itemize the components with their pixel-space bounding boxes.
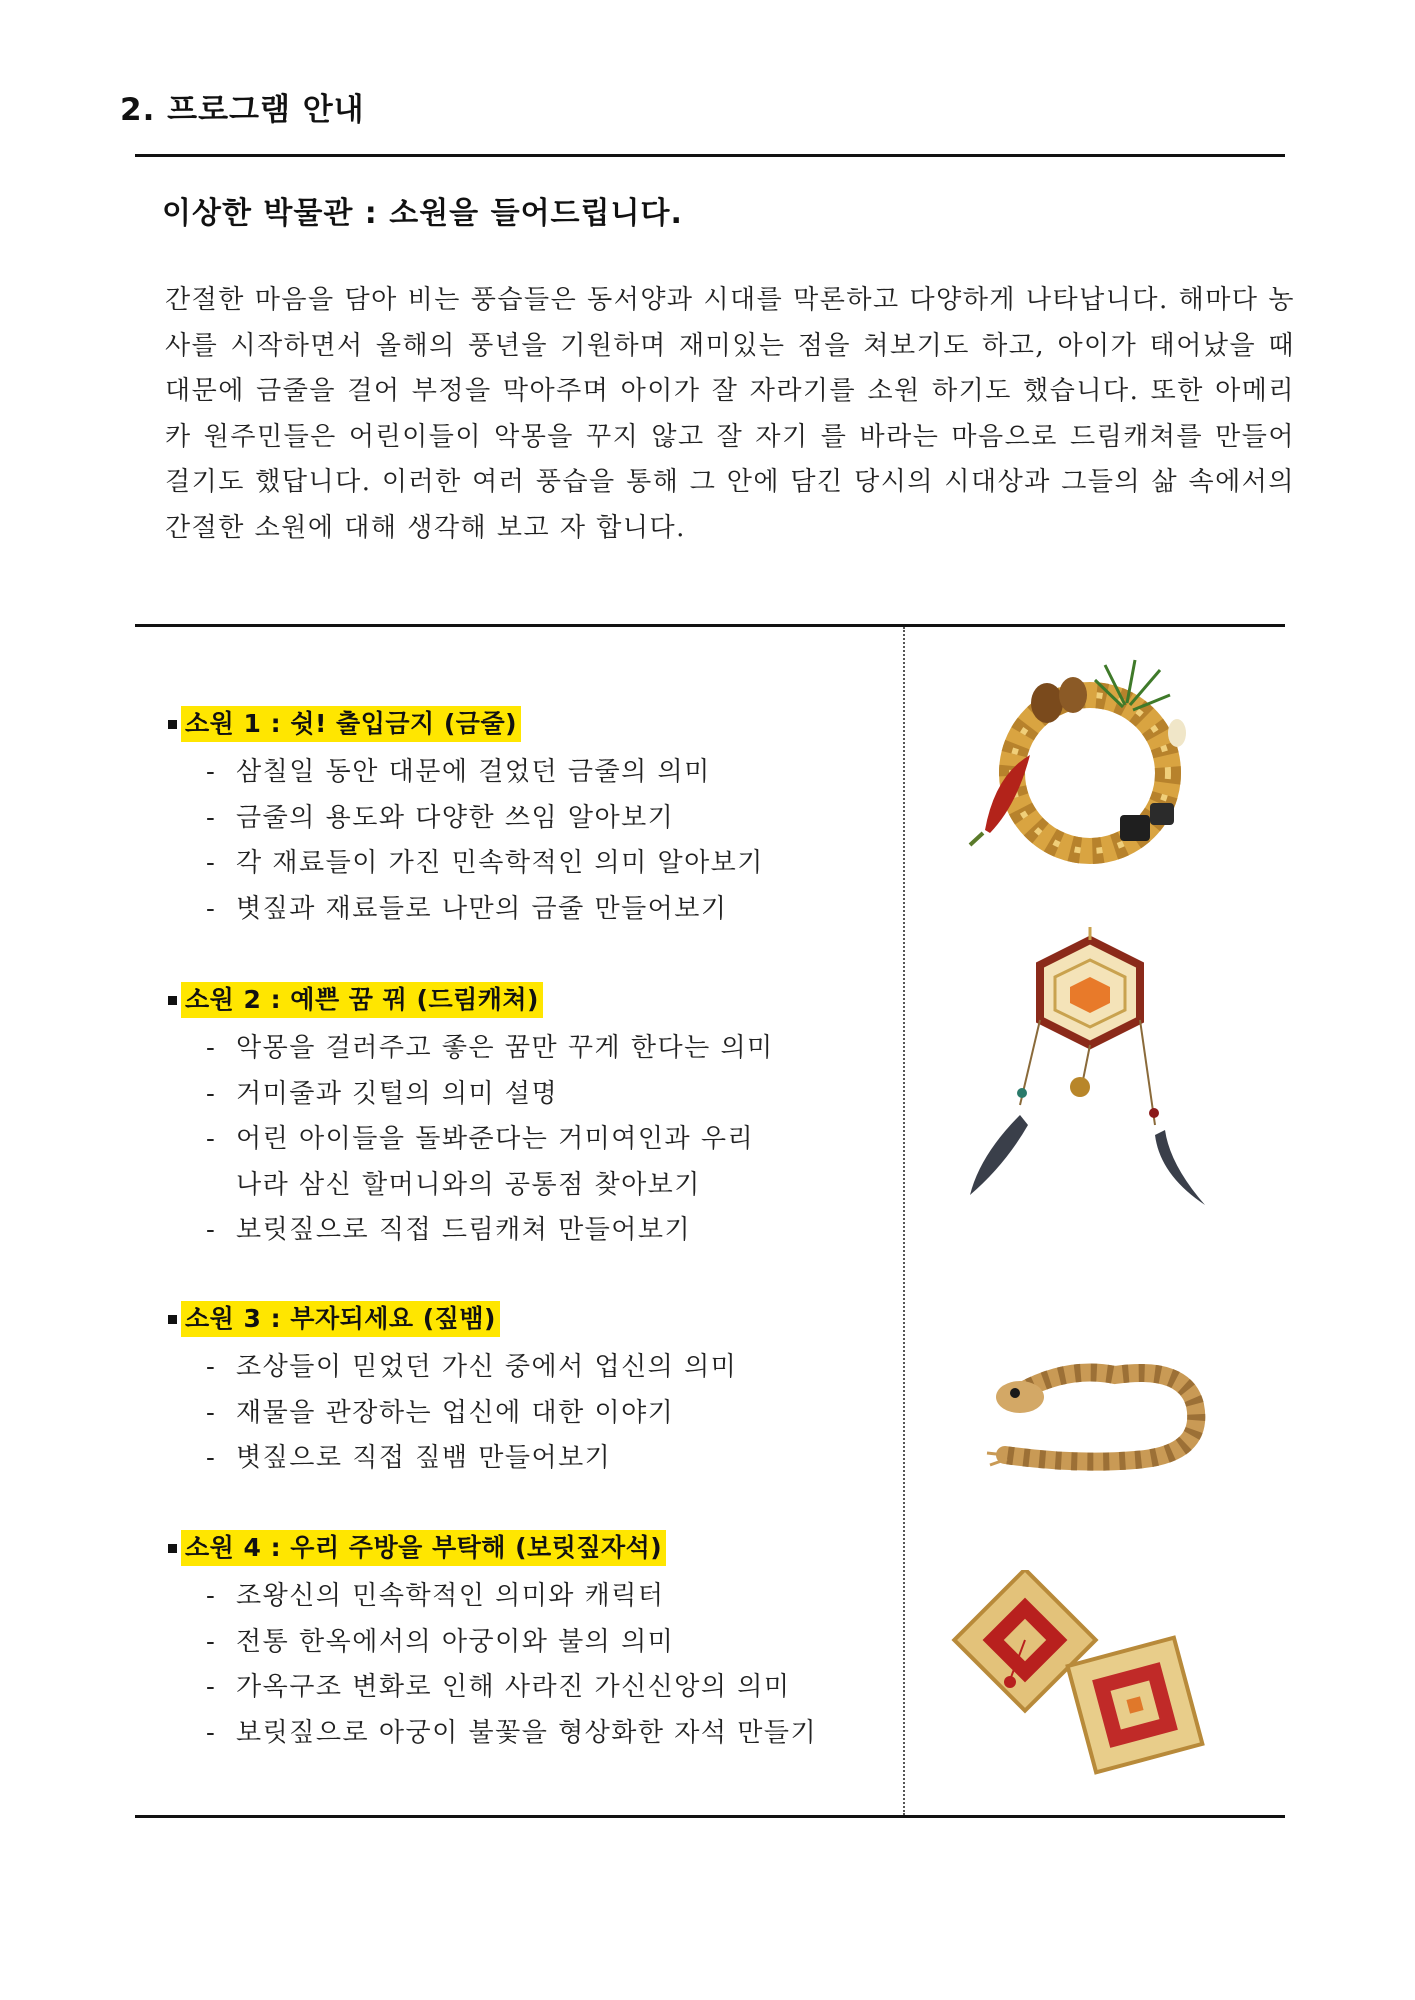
list-item: - 각 재료들이 가진 민속학적인 의미 알아보기 [206,841,888,887]
bullet-square-icon [168,996,177,1005]
list-item: - 어린 아이들을 돌봐준다는 거미여인과 우리 [206,1117,888,1163]
list-item: - 가옥구조 변화로 인해 사라진 가신신앙의 의미 [206,1665,888,1711]
intro-line: 간절한 마음을 담아 비는 풍습들은 동서양과 시대를 막론하고 다양하게 나타납니다. [165,285,1169,315]
bullet-square-icon [168,720,177,729]
wish-1-bullets [168,750,888,932]
intro-line: 아이가 태어났을 때 대문에 금줄을 걸어 부정을 막아주며 아이가 잘 자라기를 소원 [165,330,1295,406]
straw-snake-image [985,1325,1225,1485]
intro-line: 그 안에 담긴 당시의 시대상과 그들의 삶 속에서의 간절한 소원에 대해 생각해 보고 [165,467,1295,543]
list-item: - 보릿짚으로 아궁이 불꽃을 형상화한 자석 만들기 [206,1711,888,1757]
intro-line: 하기도 했습니다. 또한 아메리카 원주민들은 어린이들이 악몽을 꾸지 않고 잘 자기 [165,376,1295,452]
wish-1 [168,706,888,932]
intro-line: 해마다 농사를 시작하면서 올해의 풍년을 기원하며 재미있는 점을 쳐보기도 하고, [165,285,1296,361]
wish-2-bullets [168,1026,888,1254]
wish-4 [168,1530,888,1756]
program-title: 이상한 박물관 : 소원을 들어드립니다. [162,196,683,231]
section-rule [135,624,1285,627]
wish-4-title [168,1530,888,1566]
top-rule [135,154,1285,157]
column-divider [903,627,905,1815]
geumjul-straw-rope-image [955,655,1215,875]
list-item: - 삼칠일 동안 대문에 걸었던 금줄의 의미 [206,750,888,796]
wish-2 [168,982,888,1254]
bullet-square-icon [168,1544,177,1553]
intro-paragraph [165,278,1295,551]
list-item: - 조상들이 믿었던 가신 중에서 업신의 의미 [206,1345,888,1391]
list-item: - 악몽을 걸러주고 좋은 꿈만 꾸게 한다는 의미 [206,1026,888,1072]
section-heading: 2. 프로그램 안내 [120,92,365,128]
wish-2-title [168,982,888,1018]
intro-line: 자 합니다. [559,512,686,543]
wish-1-title [168,706,888,742]
list-item: - 보릿짚으로 직접 드림캐쳐 만들어보기 [206,1208,888,1254]
bullet-square-icon [168,1315,177,1324]
list-item: - 볏짚으로 직접 짚뱀 만들어보기 [206,1436,888,1482]
dream-catcher-image [960,925,1220,1215]
wish-title-highlight: 소원 3 : 부자되세요 (짚뱀) [181,1301,500,1337]
bottom-rule [135,1815,1285,1818]
wish-4-bullets [168,1574,888,1756]
list-item: - 거미줄과 깃털의 의미 설명 [206,1072,888,1118]
list-item: - 볏짚과 재료들로 나만의 금줄 만들어보기 [206,887,888,933]
wish-title-highlight: 소원 4 : 우리 주방을 부탁해 (보릿짚자석) [181,1530,666,1566]
list-item: - 금줄의 용도와 다양한 쓰임 알아보기 [206,796,888,842]
barley-straw-magnet-image [950,1570,1220,1790]
wish-3-bullets [168,1345,888,1482]
list-item: - 전통 한옥에서의 아궁이와 불의 의미 [206,1620,888,1666]
list-item: - 재물을 관장하는 업신에 대한 이야기 [206,1391,888,1437]
list-item: - 조왕신의 민속학적인 의미와 캐릭터 [206,1574,888,1620]
wish-title-highlight: 소원 2 : 예쁜 꿈 꿔 (드림캐쳐) [181,982,543,1018]
wish-3-title [168,1301,888,1337]
wish-title-highlight: 소원 1 : 쉿! 출입금지 (금줄) [181,706,521,742]
intro-line: 를 바라는 마음으로 드림캐쳐를 만들어 걸기도 했답니다. 이러한 여러 풍습을 통해 [165,421,1296,497]
wish-3 [168,1301,888,1482]
list-item-continuation: 나라 삼신 할머니와의 공통점 찾아보기 [236,1169,701,1200]
